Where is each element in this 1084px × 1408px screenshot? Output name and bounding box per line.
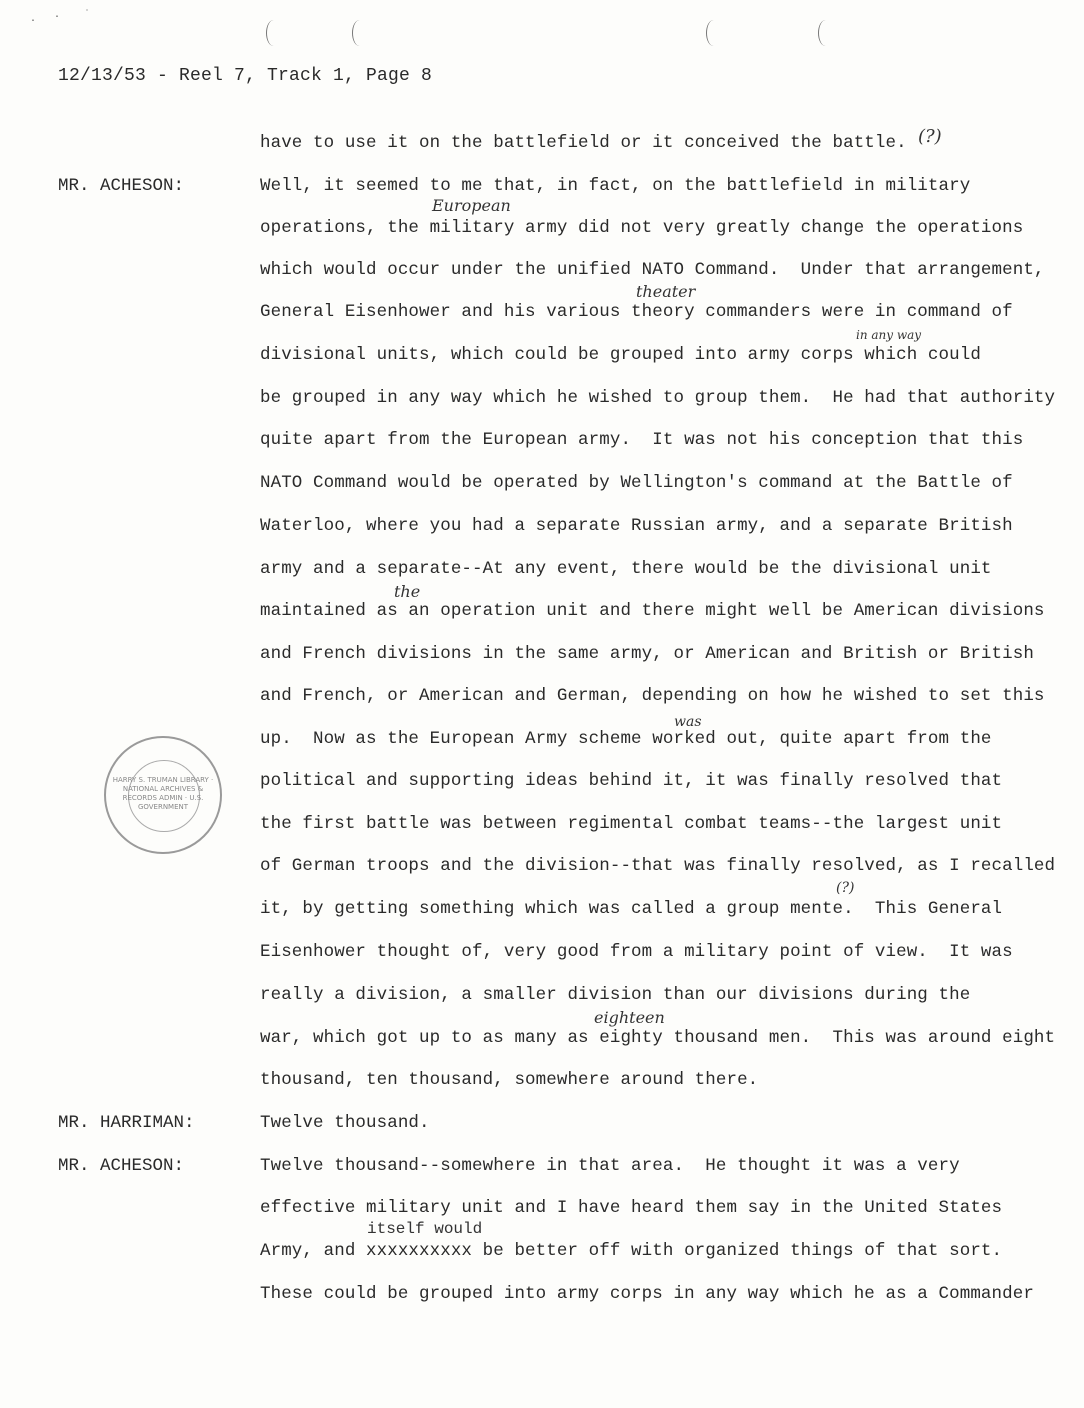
transcript-line: Well, it seemed to me that, in fact, on the battlefield in military	[260, 176, 971, 196]
margin-mark	[266, 20, 281, 46]
transcript-line: be grouped in any way which he wished to group them. He had that authority	[260, 388, 1056, 408]
transcript-line: maintained as an operation unit and there might well be American divisions	[260, 601, 1045, 621]
speaker-label: MR. ACHESON:	[58, 1156, 185, 1176]
transcript-line: These could be grouped into army corps in any way which he as a Commander	[260, 1284, 1034, 1304]
handwritten-insertion: the	[394, 582, 421, 601]
transcript-line: Eisenhower thought of, very good from a military point of view. It was	[260, 942, 1013, 962]
margin-mark	[706, 20, 721, 46]
handwritten-insertion: European	[432, 196, 511, 215]
transcript-line: army and a separate--At any event, there would be the divisional unit	[260, 559, 992, 579]
handwritten-insertion: was	[674, 714, 702, 730]
transcript-line: and French divisions in the same army, or American and British or British	[260, 644, 1034, 664]
typed-insertion: itself would	[367, 1220, 483, 1238]
transcript-line: operations, the military army did not very greatly change the operations	[260, 218, 1024, 238]
stamp-text: HARRY S. TRUMAN LIBRARY · NATIONAL ARCHIVES & RECORDS ADMIN · U.S. GOVERNMENT	[112, 776, 214, 811]
speaker-label: MR. HARRIMAN:	[58, 1113, 195, 1133]
transcript-line: Twelve thousand--somewhere in that area. He thought it was a very	[260, 1156, 960, 1176]
transcript-line: political and supporting ideas behind it, it was finally resolved that	[260, 771, 1003, 791]
transcript-line: the first battle was between regimental combat teams--the largest unit	[260, 814, 1003, 834]
handwritten-insertion: eighteen	[594, 1008, 665, 1027]
stray-mark: ˙	[84, 10, 91, 21]
speaker-label: MR. ACHESON:	[58, 176, 185, 196]
transcript-line: and French, or American and German, depending on how he wished to set this	[260, 686, 1045, 706]
page-reference: 12/13/53 - Reel 7, Track 1, Page 8	[58, 66, 433, 86]
transcript-line: NATO Command would be operated by Wellington's command at the Battle of	[260, 473, 1013, 493]
transcript-line: which would occur under the unified NATO Command. Under that arrangement,	[260, 260, 1045, 280]
transcript-line: divisional units, which could be grouped into army corps which could	[260, 345, 981, 365]
transcript-line: quite apart from the European army. It was not his conception that this	[260, 430, 1024, 450]
transcript-line: thousand, ten thousand, somewhere around there.	[260, 1070, 759, 1090]
transcript-line: General Eisenhower and his various theory commanders were in command of	[260, 302, 1013, 322]
handwritten-query: (?)	[836, 880, 855, 896]
stray-mark: ·	[54, 12, 61, 23]
transcript-line: Waterloo, where you had a separate Russian army, and a separate British	[260, 516, 1013, 536]
transcript-line: have to use it on the battlefield or it conceived the battle.	[260, 133, 907, 153]
transcript-line: war, which got up to as many as eighty thousand men. This was around eight	[260, 1028, 1056, 1048]
transcript-line: of German troops and the division--that was finally resolved, as I recalled	[260, 856, 1056, 876]
archive-stamp	[104, 736, 222, 854]
transcript-line: Army, and xxxxxxxxxx be better off with organized things of that sort.	[260, 1241, 1003, 1261]
transcript-line: it, by getting something which was called a group mente. This General	[260, 899, 1003, 919]
transcript-line: effective military unit and I have heard them say in the United States	[260, 1198, 1003, 1218]
margin-mark	[818, 20, 833, 46]
handwritten-insertion: theater	[636, 282, 696, 301]
transcript-line: Twelve thousand.	[260, 1113, 430, 1133]
transcript-line: really a division, a smaller division than our divisions during the	[260, 985, 971, 1005]
margin-mark	[352, 20, 367, 46]
handwritten-insertion: in any way	[856, 328, 922, 342]
transcript-line: up. Now as the European Army scheme worked out, quite apart from the	[260, 729, 992, 749]
handwritten-query: (?)	[918, 126, 942, 147]
stray-mark: ·	[30, 16, 37, 27]
